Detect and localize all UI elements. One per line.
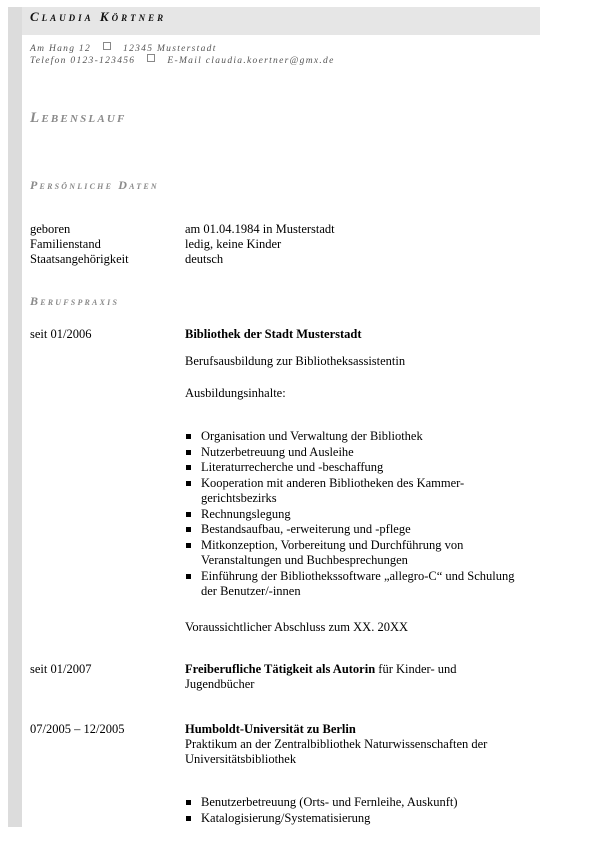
applicant-name: Claudia Körtner (30, 9, 167, 24)
entry2-title: Freiberufliche Tätigkeit als Autorin (185, 662, 376, 676)
entry1-contents-label: Ausbildungsinhalte: (185, 386, 286, 400)
list-item: Katalogisierung/Systematisierung (185, 811, 515, 827)
list-item: Einführung der Bibliothekssoftware „allegro-C“ und Schulung der Benutzer/-innen (185, 569, 515, 600)
entry1-bullet-list (185, 429, 515, 600)
phone: Telefon 0123-123456 (30, 56, 136, 66)
entry2-text (185, 662, 505, 692)
personal-value-born: am 01.04.1984 in Musterstadt (185, 222, 335, 236)
list-item: Nutzerbetreuung und Ausleihe (185, 445, 515, 461)
entry3-desc: Praktikum an der Zentralbibliothek Naturwissenschaften der Universitätsbibliothek (185, 737, 488, 766)
entry1-date: seit 01/2006 (30, 327, 92, 341)
list-item: Organisation und Verwaltung der Bibliothek (185, 429, 515, 445)
entry3-bullet-list (185, 795, 515, 826)
list-item: Literaturrecherche und -beschaffung (185, 460, 515, 476)
list-item: Benutzerbetreuung (Orts- und Fernleihe, Auskunft) (185, 795, 515, 811)
contact-address-line (30, 42, 217, 54)
list-item: Bestandsaufbau, -erweiterung und -pflege (185, 522, 515, 538)
entry1-role: Berufsausbildung zur Bibliotheksassistentin (185, 354, 406, 368)
personal-label-status: Familienstand (30, 237, 101, 251)
entry1-org: Bibliothek der Stadt Musterstadt (185, 327, 362, 341)
list-item: Rechnungslegung (185, 507, 515, 523)
section-heading-experience: Berufspraxis (30, 294, 120, 308)
personal-label-born: geboren (30, 222, 71, 236)
section-heading-personal: Persönliche Daten (30, 178, 159, 192)
separator-icon (147, 54, 155, 62)
city: 12345 Musterstadt (123, 44, 217, 54)
entry3-date: 07/2005 – 12/2005 (30, 722, 125, 736)
contact-phone-line (30, 54, 335, 66)
left-accent-bar (8, 7, 22, 827)
entry2-rest: für Kinder- und Jugendbücher (185, 662, 457, 691)
email: E-Mail claudia.koertner@gmx.de (167, 56, 335, 66)
personal-label-nationality: Staatsangehörigkeit (30, 252, 129, 266)
personal-value-nationality: deutsch (185, 252, 224, 266)
entry2-date: seit 01/2007 (30, 662, 92, 676)
address: Am Hang 12 (30, 44, 92, 54)
separator-icon (103, 42, 111, 50)
personal-value-status: ledig, keine Kinder (185, 237, 282, 251)
list-item: Kooperation mit anderen Bibliotheken des Kammer-gerichtsbezirks (185, 476, 515, 507)
list-item: Mitkonzeption, Vorbereitung und Durchführung von Veranstaltungen und Buchbesprechungen (185, 538, 515, 569)
page-title: Lebenslauf (30, 110, 127, 126)
entry3-org: Humboldt-Universität zu Berlin (185, 722, 356, 736)
entry1-completion: Voraussichtlicher Abschluss zum XX. 20XX (185, 620, 409, 634)
